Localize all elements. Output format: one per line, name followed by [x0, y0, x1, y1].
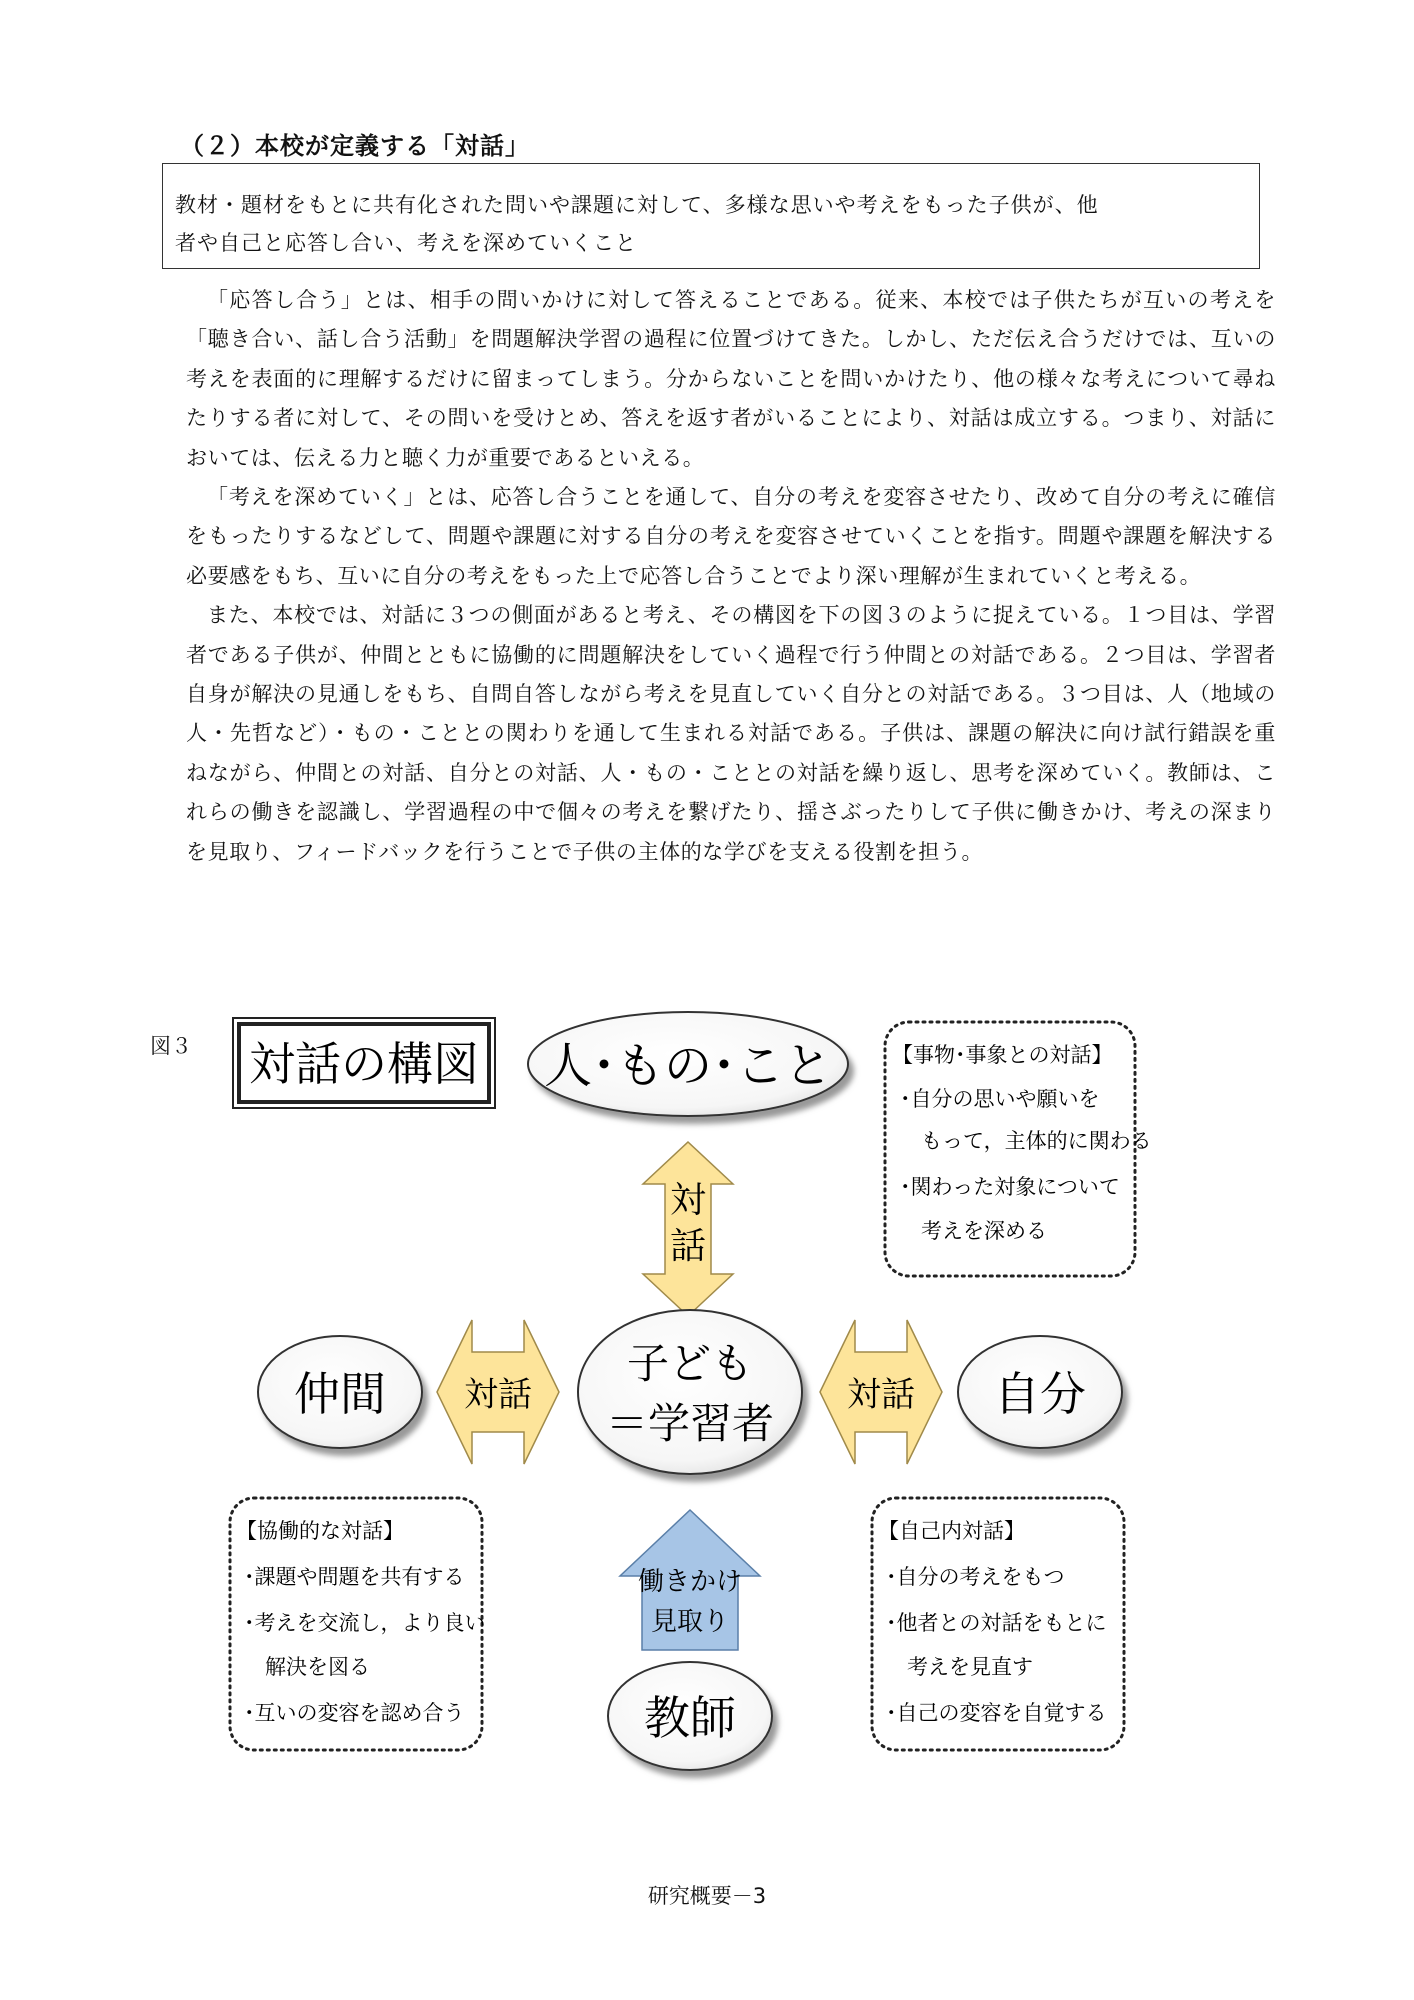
- box-collaborative-dialogue: [230, 1498, 486, 1750]
- node-nakama: [258, 1336, 422, 1448]
- arrow-label: 対話: [847, 1375, 915, 1415]
- arrow-label: 話: [669, 1226, 707, 1267]
- arrow-label: 対: [669, 1180, 707, 1221]
- box-line: ･他者との対話をもとに: [886, 1611, 1107, 1635]
- arrow-label: 対話: [464, 1375, 532, 1415]
- left-dialogue-arrow: [437, 1320, 559, 1464]
- definition-line: 者や自己と応答し合い、考えを深めていくこと: [175, 231, 637, 255]
- box-line: ･考えを交流し，より良い: [244, 1611, 486, 1635]
- box-line: ･課題や問題を共有する: [244, 1565, 465, 1589]
- node-label: ＝学習者: [605, 1399, 775, 1448]
- paragraph: また、本校では、対話に３つの側面があると考え、その構図を下の図３のように捉えている。１つ目は、学習者である子供が、仲間とともに協働的に問題解決をしていく過程で行う仲間との対話である。２つ目は、学習者自身が解決の見通しをもち、自問自答しながら考えを見直していく自分との対話である。３つ目は、人（地域の人・先哲など）・もの・こととの関わりを通して生まれる対話である。子供は、課題の解決に向け試行錯誤を重ねながら、仲間との対話、自分との対話、人・もの・こととの対話を繰り返し、思考を深めていく。教師は、これらの働きを認識し、学習過程の中で個々の考えを繋げたり、揺さぶったりして子供に働きかけ、考えの深まりを見取り、フィードバックを行うことで子供の主体的な学びを支える役割を担う。: [186, 603, 1276, 864]
- box-line: 解決を図る: [244, 1655, 370, 1679]
- node-jibun: [958, 1336, 1122, 1448]
- vertical-dialogue-arrow: [643, 1142, 733, 1316]
- node-teacher: [608, 1662, 772, 1770]
- box-line: ･自分の思いや願いを: [900, 1087, 1100, 1111]
- figure-title-box: [233, 1018, 495, 1108]
- box-line: ･関わった対象について: [900, 1175, 1120, 1199]
- node-label: 子ども: [626, 1339, 754, 1388]
- box-object-dialogue: [885, 1022, 1152, 1276]
- node-hito-mono-koto: [528, 1012, 848, 1116]
- box-line: ･自己の変容を自覚する: [886, 1701, 1107, 1725]
- node-label: 自分: [994, 1367, 1086, 1421]
- box-title: 【協働的な対話】: [236, 1519, 404, 1543]
- right-dialogue-arrow: [820, 1320, 942, 1464]
- arrow-label: 見取り: [650, 1607, 730, 1637]
- paragraph: 「応答し合う」とは、相手の問いかけに対して答えることである。従来、本校では子供たちが互いの考えを「聴き合い、話し合う活動」を問題解決学習の過程に位置づけてきた。しかし、ただ伝え合うだけでは、互いの考えを表面的に理解するだけに留まってしまう。分からないことを問いかけたり、他の様々な考えについて尋ねたりする者に対して、その問いを受けとめ、答えを返す者がいることにより、対話は成立する。つまり、対話においては、伝える力と聴く力が重要であるといえる。: [186, 288, 1276, 470]
- box-line: 考えを深める: [900, 1219, 1047, 1243]
- box-line: ･自分の考えをもつ: [886, 1565, 1065, 1589]
- box-inner-dialogue: [872, 1498, 1124, 1750]
- node-label: 人･もの･こと: [543, 1038, 833, 1094]
- box-title: 【事物･事象との対話】: [892, 1043, 1113, 1067]
- section-heading: （２）本校が定義する「対話」: [180, 132, 530, 160]
- arrow-label: 働きかけ: [637, 1567, 743, 1597]
- node-child-learner: [578, 1310, 802, 1474]
- figure-title: 対話の構図: [249, 1037, 479, 1091]
- paragraph: 「考えを深めていく」とは、応答し合うことを通して、自分の考えを変容させたり、改めて自分の考えに確信をもったりするなどして、問題や課題に対する自分の考えを変容させていくことを指す。問題や課題を解決する必要感をもち、互いに自分の考えをもった上で応答し合うことでより深い理解が生まれていくと考える。: [186, 485, 1276, 588]
- node-label: 教師: [644, 1691, 736, 1745]
- node-label: 仲間: [294, 1367, 386, 1421]
- box-line: もって，主体的に関わる: [900, 1129, 1152, 1153]
- page-footer: 研究概要－3: [647, 1884, 767, 1908]
- teacher-support-arrow: [620, 1510, 760, 1650]
- box-line: ･互いの変容を認め合う: [244, 1701, 465, 1725]
- figure-label: 図３: [150, 1034, 192, 1058]
- definition-line: 教材・題材をもとに共有化された問いや課題に対して、多様な思いや考えをもった子供が、他: [175, 193, 1099, 217]
- box-title: 【自己内対話】: [878, 1519, 1025, 1543]
- box-line: 考えを見直す: [886, 1655, 1033, 1679]
